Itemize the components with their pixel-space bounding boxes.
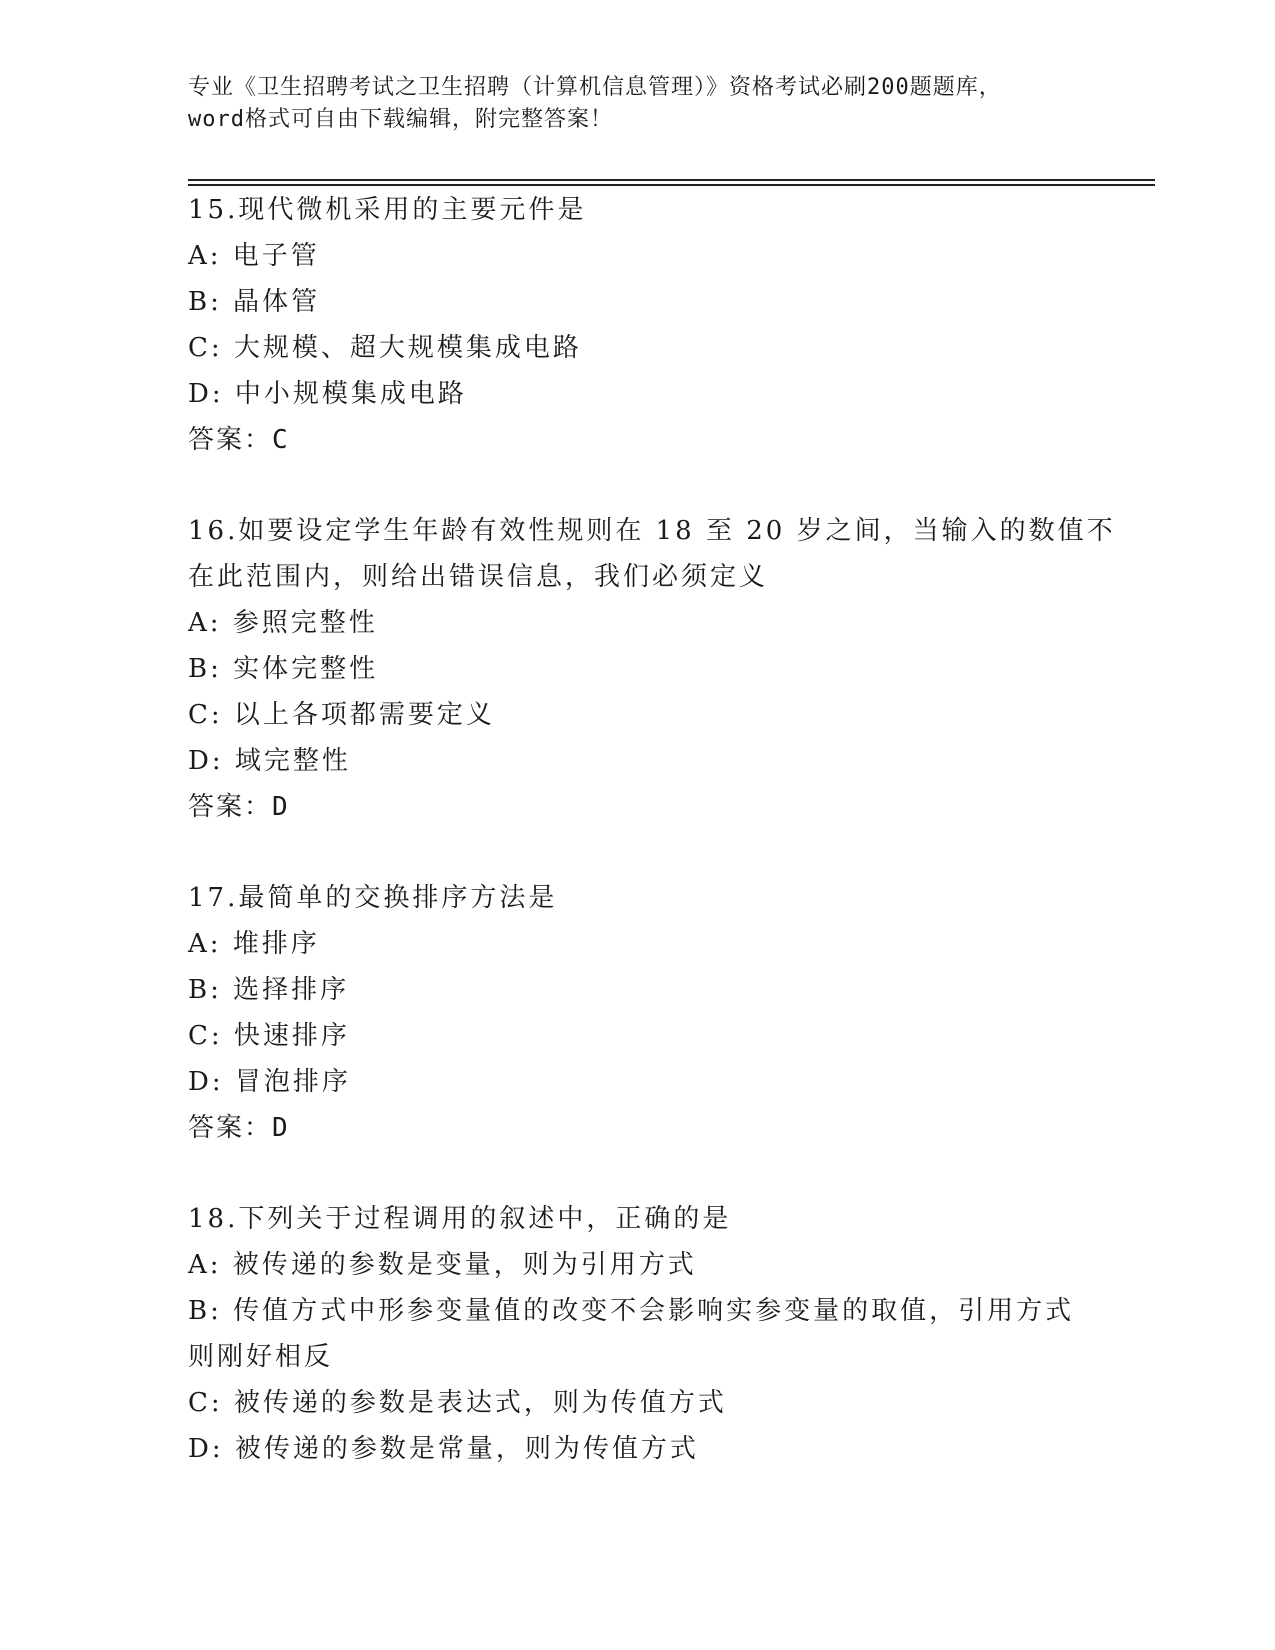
header-divider-top — [188, 179, 1155, 181]
question-title: 18.下列关于过程调用的叙述中，正确的是 — [188, 1204, 732, 1234]
question-18 — [188, 1196, 1088, 1472]
option-a: A: 堆排序 — [188, 929, 320, 959]
question-list — [188, 187, 1116, 1472]
question-15 — [188, 187, 1088, 463]
question-16 — [188, 508, 1116, 830]
option-d: D: 冒泡排序 — [188, 1067, 351, 1097]
answer-label: 答案：C — [188, 425, 290, 455]
question-title-continued: 在此范围内，则给出错误信息，我们必须定义 — [188, 562, 769, 592]
option-a: A: 被传递的参数是变量，则为引用方式 — [188, 1250, 697, 1280]
option-c: C: 大规模、超大规模集成电路 — [188, 333, 582, 363]
option-b: B: 晶体管 — [188, 287, 321, 317]
answer-label: 答案：D — [188, 792, 290, 822]
header-line-2: word格式可自由下载编辑，附完整答案！ — [188, 107, 613, 132]
option-b: B: 传值方式中形参变量值的改变不会影响实参变量的取值，引用方式 — [188, 1296, 1075, 1326]
option-c: C: 被传递的参数是表达式，则为传值方式 — [188, 1388, 727, 1418]
question-title: 15.现代微机采用的主要元件是 — [188, 195, 587, 225]
question-17 — [188, 875, 1088, 1151]
header-divider-bottom — [188, 184, 1155, 186]
option-a: A: 电子管 — [188, 241, 320, 271]
question-title: 17.最简单的交换排序方法是 — [188, 883, 558, 913]
option-d: D: 被传递的参数是常量，则为传值方式 — [188, 1434, 699, 1464]
option-a: A: 参照完整性 — [188, 608, 378, 638]
option-c: C: 以上各项都需要定义 — [188, 700, 495, 730]
document-header — [188, 72, 1088, 136]
option-b-continued: 则刚好相反 — [188, 1342, 334, 1372]
option-c: C: 快速排序 — [188, 1021, 350, 1051]
option-d: D: 域完整性 — [188, 746, 351, 776]
option-b: B: 实体完整性 — [188, 654, 379, 684]
question-title: 16.如要设定学生年龄有效性规则在 18 至 20 岁之间，当输入的数值不 — [188, 516, 1116, 546]
answer-label: 答案：D — [188, 1113, 290, 1143]
header-line-1: 专业《卫生招聘考试之卫生招聘（计算机信息管理）》资格考试必刷200题题库， — [188, 75, 1002, 100]
option-d: D: 中小规模集成电路 — [188, 379, 467, 409]
option-b: B: 选择排序 — [188, 975, 350, 1005]
